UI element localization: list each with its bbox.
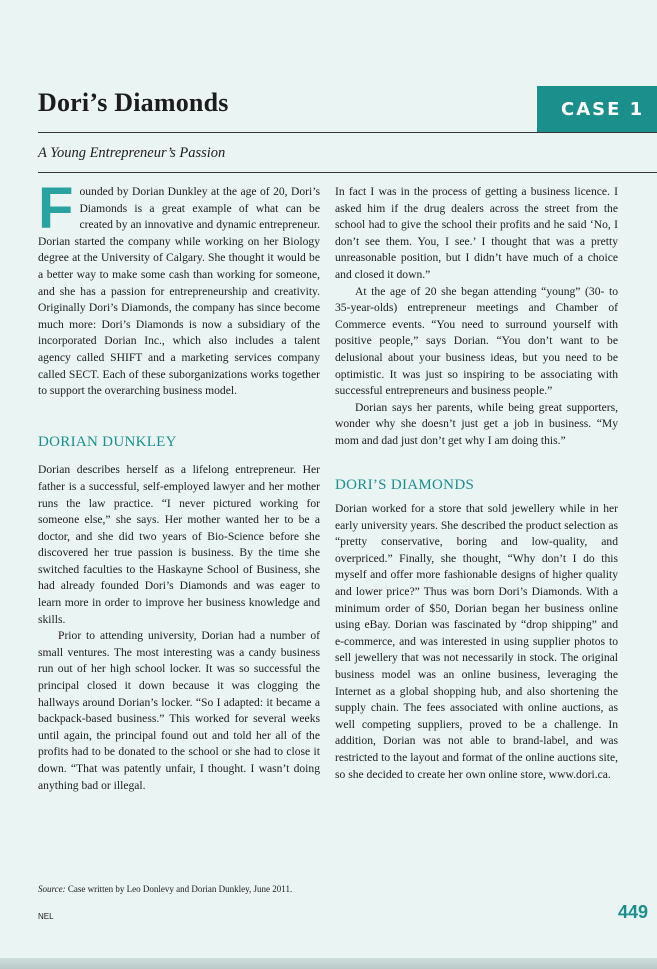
- source-text: Case written by Leo Donlevy and Dorian Dunkley, June 2011.: [67, 884, 293, 894]
- drop-cap: F: [38, 176, 74, 241]
- left-column: [38, 176, 320, 794]
- page-bottom-shadow: [0, 958, 657, 969]
- section-heading-dorian-dunkley: DORIAN DUNKLEY: [38, 433, 177, 450]
- case-subtitle: A Young Entrepreneur’s Passion: [38, 145, 226, 161]
- publisher-mark: NEL: [38, 912, 54, 921]
- section-heading-doris-diamonds: DORI’S DIAMONDS: [335, 476, 475, 493]
- source-note: [38, 884, 292, 894]
- intro-text: ounded by Dorian Dunkley at the age of 20, Dori’s Diamonds is a great example of what can be created by an innovative and dynamic entrepreneur. Dorian started the company while working on her Biology degree at the University of Calgary. She thought it would be a better way to make some cash than working for someone, and she has a passion for entrepreneurship and creativity. Originally Dori’s Diamonds, the company has since become much more: Dori’s Diamonds is now a subsidiary of the incorporated Dorian Inc., which also includes a talent agency called SHIFT and a marketing services company called SECT. Each of these suborganizations works together to support the overarching business model.: [38, 185, 320, 398]
- case-number-tab: CASE 1: [537, 86, 657, 132]
- page-number: 449: [618, 902, 649, 922]
- intro-paragraph: [38, 176, 320, 400]
- section1-paragraph-1: Dorian describes herself as a lifelong entrepreneur. Her father is a successful, self-employed lawyer and her mother runs the law practice. “I never pictured working for someone else,” she says. Her mother wanted her to be a doctor, and she did two years of Bio-Science before she discovered her true passion is business. By the time she switched faculties to the Haskayne School of Business, she had already founded Dori’s Diamonds and was eager to learn more in order to improve her business knowledge and skills.: [38, 463, 320, 626]
- section1-paragraph-2: Prior to attending university, Dorian had a number of small ventures. The most interesting was a candy business run out of her high school locker. It was so successful the principal closed it down because it was clogging the hallways around Dorian’s locker. “So I adapted: it became a backpack-based business.” This worked for several weeks until again, the principal found out and told her all of the profits had to be donated to the school or she had to close it down. “That was patently unfair, I thought. I wasn’t doing anything bad or illegal.: [38, 629, 320, 792]
- title-rule-bottom: [38, 172, 657, 173]
- title-rule-top: [38, 132, 657, 133]
- case-title: Dori’s Diamonds: [38, 88, 229, 117]
- section2-paragraph-1: Dorian worked for a store that sold jewellery while in her early university years. She described the product selection as “pretty conservative, boring and low-quality, and overpriced.” Finally, she thought, “Why don’t I do this myself and offer more fashionable designs of higher quality and lower price?” Thus was born Dori’s Diamonds. With a minimum order of $50, Dorian began her business online using eBay. Dorian was fascinated by “drop shipping” and e-commerce, and was interested in using supplier photos to sell jewellery that was not necessarily in stock. The original business model was an online business, leveraging the Internet as a global shopping hub, and also shortening the supply chain. The fees associated with online auctions, as well competing suppliers, proved to be a challenge. In addition, Dorian was not able to brand-label, and was restricted to the layout and format of the online auctions site, so she decided to create her own online store, www.dori.ca.: [335, 502, 618, 781]
- right-paragraph-3: Dorian says her parents, while being great supporters, wonder why she doesn’t just get a job in business. “My mom and dad just don’t get why I am doing this.”: [335, 400, 618, 447]
- right-paragraph-2: At the age of 20 she began attending “young” (30- to 35-year-olds) entrepreneur meetings and Chamber of Commerce events. “You need to surround yourself with positive people,” says Dorian. “You don’t want to be delusional about your business ideas, but you need to be optimistic. It was just so inspiring to be associating with successful entrepreneurs and business people.”: [335, 284, 618, 398]
- right-paragraph-1: In fact I was in the process of getting a business licence. I asked him if the drug dealers across the street from the school had to give the school their profits and he said ‘No, I don’t see them. You, I see.’ I thought that was a pretty unreasonable position, but I didn’t have much of a choice and closed it down.”: [335, 185, 618, 281]
- right-column: [335, 184, 618, 783]
- source-label: Source:: [38, 884, 66, 894]
